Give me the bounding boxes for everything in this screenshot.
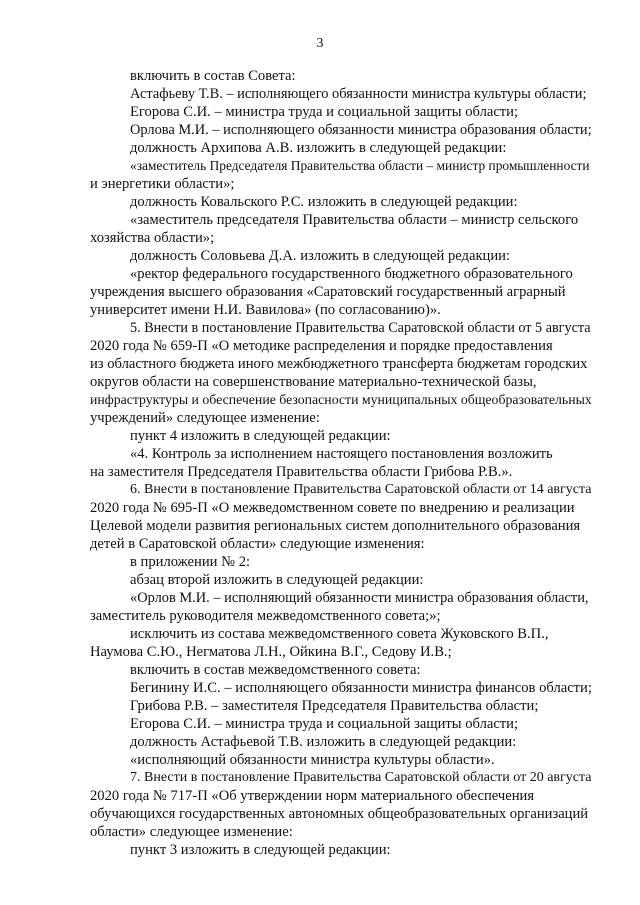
text-line: «ректор федерального государственного бюджетного образовательного <box>130 266 573 282</box>
text-line: абзац второй изложить в следующей редакции: <box>130 572 424 588</box>
text-line: заместитель руководителя межведомственного совета;»; <box>90 608 441 624</box>
text-line: инфраструктуры и обеспечение безопасности муниципальных общеобразовательных <box>90 392 592 407</box>
text-line: Астафьеву Т.В. – исполняющего обязанности министра культуры области; <box>130 86 587 102</box>
text-line: учреждения высшего образования «Саратовский государственный аграрный <box>90 284 566 300</box>
text-line: округов области на совершенствование материально-технической базы, <box>90 374 537 390</box>
text-line: университет имени Н.И. Вавилова» (по согласованию)». <box>90 302 441 318</box>
text-line: «4. Контроль за исполнением настоящего постановления возложить <box>130 446 553 462</box>
document-body <box>90 67 592 859</box>
text-line: «заместитель Председателя Правительства области – министр промышленности <box>130 158 590 173</box>
text-line: учреждений» следующее изменение: <box>90 410 320 426</box>
text-line: Егорова С.И. – министра труда и социальной защиты области; <box>130 716 519 732</box>
text-line: должность Архипова А.В. изложить в следующей редакции: <box>130 140 507 156</box>
text-line: 2020 года № 695-П «О межведомственном совете по внедрению и реализации <box>90 500 575 516</box>
text-line: 7. Внести в постановление Правительства Саратовской области от 20 августа <box>130 770 592 785</box>
text-line: должность Соловьева Д.А. изложить в следующей редакции: <box>130 248 511 264</box>
text-line: пункт 4 изложить в следующей редакции: <box>130 428 391 444</box>
text-line: «исполняющий обязанности министра культуры области». <box>130 752 495 768</box>
text-line: Целевой модели развития региональных систем дополнительного образования <box>90 518 581 534</box>
text-line: 6. Внести в постановление Правительства Саратовской области от 14 августа <box>130 482 592 497</box>
text-line: Орлова М.И. – исполняющего обязанности министра образования области; <box>130 122 592 138</box>
text-line: включить в состав межведомственного совета: <box>130 662 421 678</box>
text-line: должность Ковальского Р.С. изложить в следующей редакции: <box>130 194 518 210</box>
text-line: детей в Саратовской области» следующие изменения: <box>90 536 425 552</box>
text-line: «заместитель председателя Правительства области – министр сельского <box>130 212 579 228</box>
text-line: в приложении № 2: <box>130 554 251 570</box>
page-number: 3 <box>316 36 324 51</box>
text-line: пункт 3 изложить в следующей редакции: <box>130 842 391 858</box>
text-line: Егорова С.И. – министра труда и социальной защиты области; <box>130 104 519 120</box>
text-line: 5. Внести в постановление Правительства Саратовской области от 5 августа <box>130 320 591 336</box>
text-line: 2020 года № 659-П «О методике распределения и порядке предоставления <box>90 338 553 354</box>
text-line: и энергетики области»; <box>90 176 235 192</box>
text-line: 2020 года № 717-П «Об утверждении норм материального обеспечения <box>90 788 535 804</box>
text-line: области» следующее изменение: <box>90 824 293 840</box>
text-line: Грибова Р.В. – заместителя Председателя Правительства области; <box>130 698 539 714</box>
text-line: обучающихся государственных автономных общеобразовательных организаций <box>90 806 589 822</box>
text-line: должность Астафьевой Т.В. изложить в следующей редакции: <box>130 734 517 750</box>
text-line: хозяйства области»; <box>90 230 215 246</box>
text-line: включить в состав Совета: <box>130 68 296 84</box>
text-line: исключить из состава межведомственного совета Жуковского В.П., <box>130 626 549 642</box>
text-line: Наумова С.Ю., Негматова Л.Н., Ойкина В.Г., Седову И.В.; <box>90 644 452 660</box>
text-line: Бегинину И.С. – исполняющего обязанности министра финансов области; <box>130 680 592 696</box>
text-line: из областного бюджета иного межбюджетного трансферта бюджетам городских <box>90 356 588 372</box>
text-line: «Орлов М.И. – исполняющий обязанности министра образования области, <box>130 590 589 606</box>
text-line: на заместителя Председателя Правительства области Грибова Р.В.». <box>90 464 513 480</box>
